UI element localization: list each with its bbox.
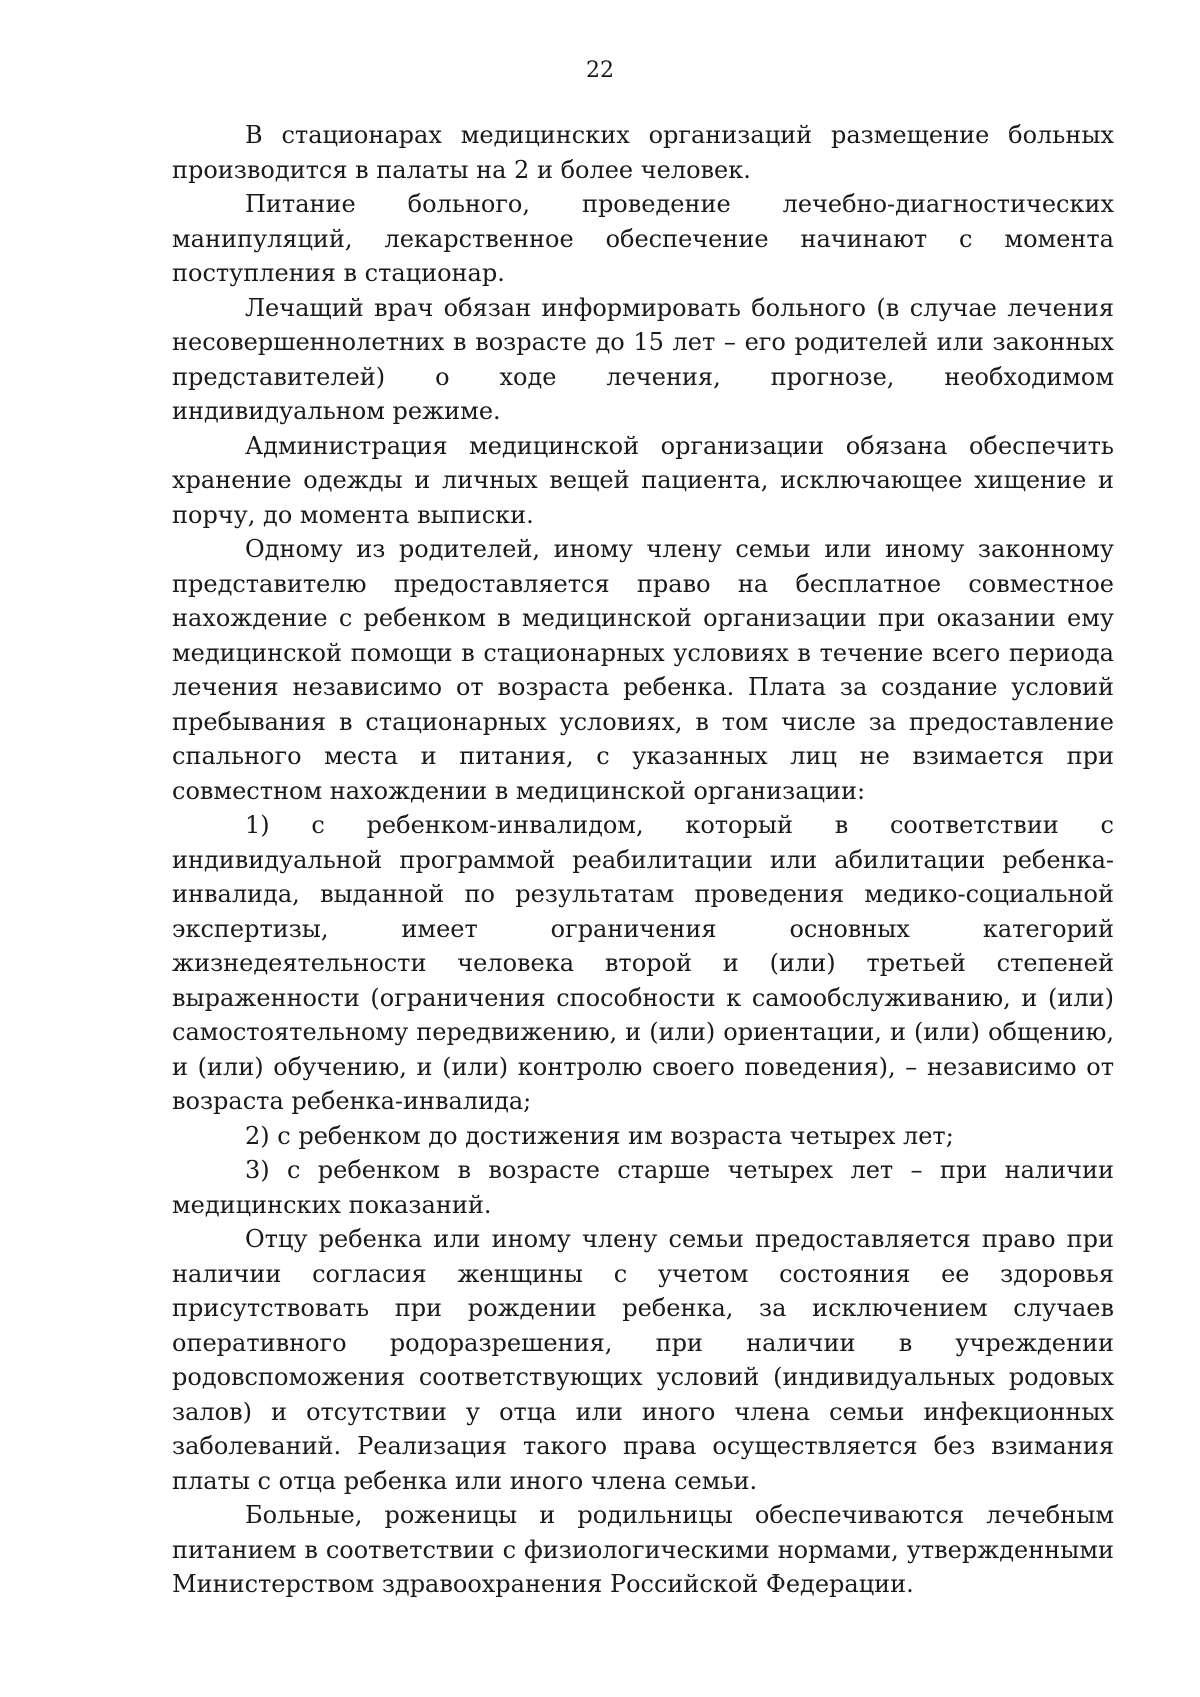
paragraph-parent-stay: Одному из родителей, иному члену семьи или иному законному представителю предоставляется право на бесплатное совместное нахождение с ребенком в медицинской организации при оказании ему медицинской помощи в стационарных условиях в течение всего периода лечения независимо от возраста ребенка. Плата за создание условий пребывания в стационарных условиях, в том числе за предоставление спального места и питания, с указанных лиц не взимается при совместном нахождении в медицинской организации: [172,535,1114,805]
list-item-2: 2) с ребенком до достижения им возраста четырех лет; [245,1121,954,1150]
page-number: 22 [586,58,614,83]
paragraph-father-presence: Отцу ребенка или иному члену семьи предоставляется право при наличии согласия женщины с учетом состояния ее здоровья присутствовать при рождении ребенка, за исключением случаев оперативного родоразрешения, при наличии в учреждении родовспоможения соответствующих условий (индивидуальных родовых залов) и отсутствии у отца или иного члена семьи инфекционных заболеваний. Реализация такого права осуществляется без взимания платы с отца ребенка или иного члена семьи. [172,1225,1114,1495]
list-item-3: 3) с ребенком в возрасте старше четырех лет – при наличии медицинских показаний. [172,1156,1114,1219]
paragraph-ward-placement: В стационарах медицинских организаций размещение больных производится в палаты на 2 и более человек. [172,121,1114,184]
paragraph-doctor-duty: Лечащий врач обязан информировать больного (в случае лечения несовершеннолетних в возрасте до 15 лет – его родителей или законных представителей) о ходе лечения, прогнозе, необходимом индивидуальном режиме. [172,293,1114,425]
list-item-1: 1) с ребенком-инвалидом, который в соответствии с индивидуальной программой реабилитации или абилитации ребенка-инвалида, выданной по результатам проведения медико-социальной экспертизы, имеет ограничения основных категорий жизнедеятельности человека второй и (или) третьей степеней выраженности (ограничения способности к самообслуживанию, и (или) самостоятельному передвижению, и (или) ориентации, и (или) общению, и (или) обучению, и (или) контролю своего поведения), – независимо от возраста ребенка-инвалида; [172,811,1114,1115]
document-body [172,118,1114,1602]
paragraph-nutrition-start: Питание больного, проведение лечебно-диагностических манипуляций, лекарственное обеспечение начинают с момента поступления в стационар. [172,190,1114,287]
paragraph-therapeutic-nutrition: Больные, роженицы и родильницы обеспечиваются лечебным питанием в соответствии с физиологическими нормами, утвержденными Министерством здравоохранения Российской Федерации. [172,1501,1114,1598]
paragraph-belongings-storage: Администрация медицинской организации обязана обеспечить хранение одежды и личных вещей пациента, исключающее хищение и порчу, до момента выписки. [172,431,1114,529]
